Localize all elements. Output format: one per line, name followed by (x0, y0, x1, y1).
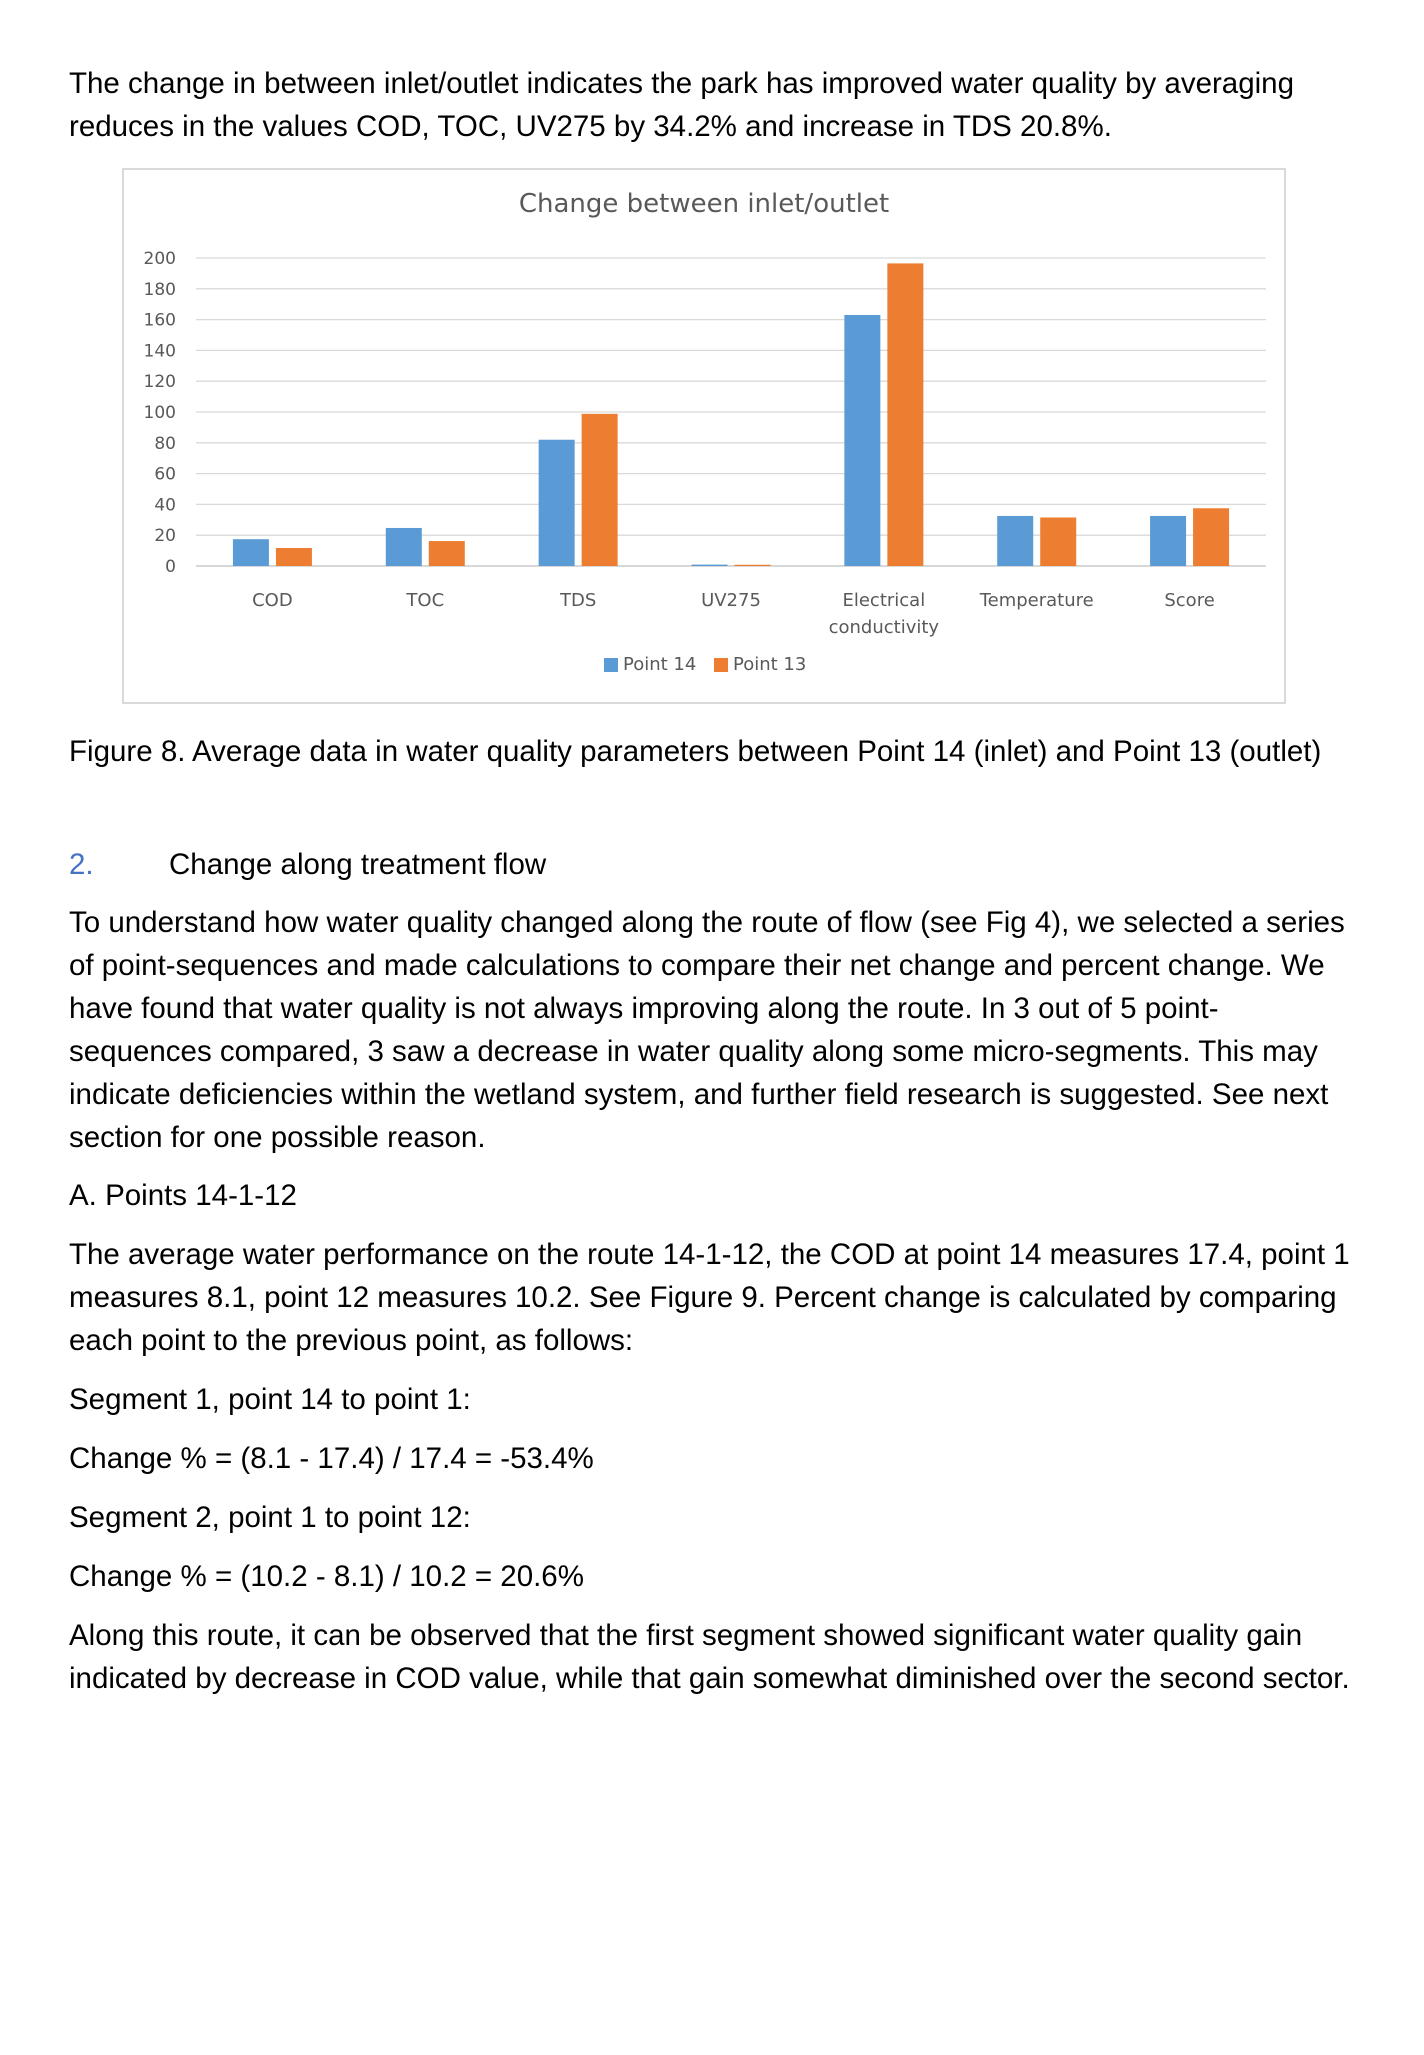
bar-chart (122, 168, 1286, 704)
x-tick-label: COD (252, 590, 293, 611)
segment-1-label: Segment 1, point 14 to point 1: (69, 1383, 471, 1416)
x-tick-label: UV275 (701, 590, 761, 611)
segment-2-label: Segment 2, point 1 to point 12: (69, 1501, 471, 1534)
route-paragraph: The average water performance on the route 14-1-12, the COD at point 14 measures 17.4, point 1 measures 8.1, point 12 measures 10.2. See Figure 9. Percent change is calculated by comparing each point to the previous point, as follows: (69, 1238, 1350, 1357)
bar-point-14-1 (386, 528, 422, 566)
y-tick-label: 180 (143, 279, 176, 300)
y-tick-label: 80 (154, 433, 176, 454)
bar-point-14-6 (1150, 516, 1186, 566)
x-tick-label: conductivity (828, 617, 940, 638)
y-tick-label: 100 (143, 403, 176, 423)
x-tick-label: Score (1164, 590, 1215, 611)
change-2-formula: Change % = (10.2 - 8.1) / 10.2 = 20.6% (69, 1560, 584, 1593)
y-tick-label: 140 (143, 341, 176, 362)
y-tick-label: 160 (143, 310, 176, 331)
section-number: 2. (69, 848, 94, 881)
subsection-heading: A. Points 14-1-12 (69, 1179, 297, 1212)
bar-point-13-3 (735, 565, 771, 566)
x-tick-label: TDS (560, 590, 597, 611)
chart-canvas (124, 170, 1284, 702)
x-tick-label: Temperature (979, 590, 1094, 611)
legend-label: Point 13 (733, 654, 807, 675)
bar-point-13-1 (429, 541, 465, 566)
legend-label: Point 14 (623, 654, 697, 675)
bar-point-14-4 (844, 315, 880, 566)
section-title: Change along treatment flow (169, 848, 547, 881)
bar-point-13-4 (887, 263, 923, 566)
bar-point-13-6 (1193, 508, 1229, 566)
y-tick-label: 60 (154, 464, 176, 485)
bar-point-14-3 (692, 565, 728, 566)
y-tick-label: 40 (154, 495, 176, 516)
section-heading (69, 843, 1359, 886)
legend-swatch (714, 658, 728, 672)
x-tick-label: Electrical (842, 590, 926, 611)
x-tick-label: TOC (406, 590, 445, 611)
chart-title: Change between inlet/outlet (518, 189, 890, 219)
section-paragraph: To understand how water quality changed along the route of flow (see Fig 4), we selected a series of point-sequences and made calculations to compare their net change and percent change. We have found that water quality is not always improving along the route. In 3 out of 5 point-sequences compared, 3 saw a decrease in water quality along some micro-segments. This may indicate deficiencies within the wetland system, and further field research is suggested. See next section for one possible reason. (69, 906, 1345, 1154)
legend-swatch (604, 658, 618, 672)
bar-point-14-5 (997, 516, 1033, 566)
figure-caption: Figure 8. Average data in water quality parameters between Point 14 (inlet) and Point 13 (outlet) (69, 735, 1322, 768)
y-tick-label: 200 (143, 249, 176, 269)
intro-paragraph: The change in between inlet/outlet indicates the park has improved water quality by averaging reduces in the values COD, TOC, UV275 by 34.2% and increase in TDS 20.8%. (69, 67, 1294, 143)
document-page (69, 62, 1359, 1700)
bar-point-13-2 (582, 414, 618, 566)
bar-point-13-0 (276, 548, 312, 566)
y-tick-label: 120 (143, 372, 176, 393)
conclusion-paragraph: Along this route, it can be observed that the first segment showed significant water quality gain indicated by decrease in COD value, while that gain somewhat diminished over the second sector. (69, 1619, 1350, 1695)
bar-point-14-2 (539, 440, 575, 566)
change-1-formula: Change % = (8.1 - 17.4) / 17.4 = -53.4% (69, 1442, 594, 1475)
bar-point-13-5 (1040, 517, 1076, 566)
bar-point-14-0 (233, 539, 269, 566)
y-tick-label: 0 (165, 557, 176, 577)
y-tick-label: 20 (154, 526, 176, 547)
